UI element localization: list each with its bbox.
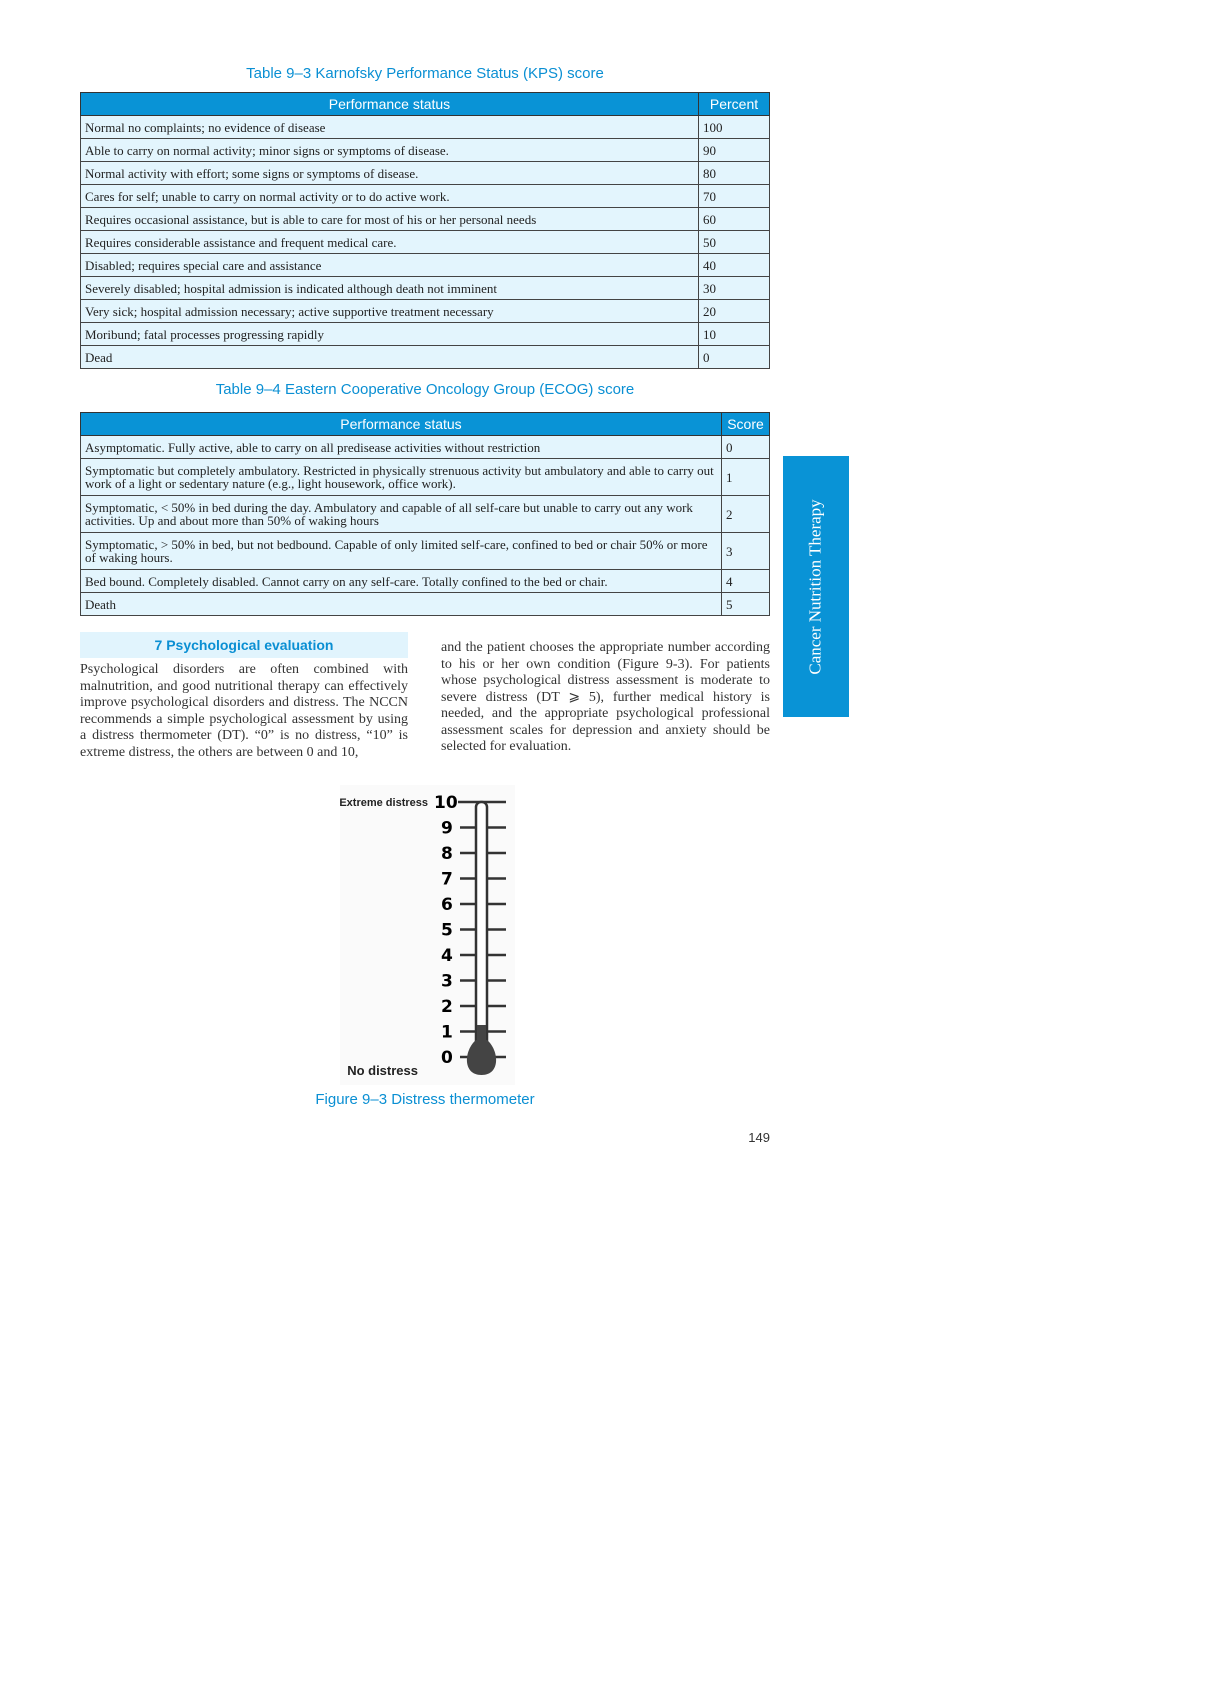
table-cell-status: Severely disabled; hospital admission is indicated although death not imminent — [81, 277, 699, 300]
table-cell-status: Bed bound. Completely disabled. Cannot carry on any self-care. Totally confined to the bed or chair. — [81, 570, 722, 593]
table-cell-status: Very sick; hospital admission necessary; active supportive treatment necessary — [81, 300, 699, 323]
thermometer-scale-label: 7 — [441, 869, 453, 890]
table-cell-status: Death — [81, 593, 722, 616]
table-row — [81, 496, 770, 533]
table-cell-value: 2 — [722, 496, 770, 533]
kps-table — [80, 92, 770, 369]
ecog-table — [80, 412, 770, 616]
thermometer-scale-label: 0 — [441, 1048, 453, 1068]
table-row — [81, 436, 770, 459]
table-cell-status: Normal activity with effort; some signs or symptoms of disease. — [81, 162, 699, 185]
thermometer-scale-label: 1 — [441, 1022, 453, 1043]
table-cell-value: 70 — [699, 185, 770, 208]
thermometer-scale-label: 6 — [441, 895, 453, 915]
kps-header-percent: Percent — [699, 93, 770, 116]
table-cell-value: 10 — [699, 323, 770, 346]
thermometer-scale-label: 5 — [441, 920, 453, 941]
table-row — [81, 570, 770, 593]
table-row — [81, 231, 770, 254]
table-cell-value: 3 — [722, 533, 770, 570]
table-row — [81, 300, 770, 323]
distress-thermometer — [300, 785, 550, 1090]
table-row — [81, 254, 770, 277]
table-row — [81, 346, 770, 369]
chapter-side-tab-label: Cancer Nutrition Therapy — [806, 498, 826, 675]
table-cell-value: 20 — [699, 300, 770, 323]
table-row — [81, 593, 770, 616]
table-row — [81, 277, 770, 300]
table-cell-value: 80 — [699, 162, 770, 185]
table-cell-status: Able to carry on normal activity; minor signs or symptoms of disease. — [81, 139, 699, 162]
table-cell-value: 60 — [699, 208, 770, 231]
chapter-side-tab — [783, 456, 849, 717]
thermometer-top-label: Extreme distress — [339, 797, 428, 809]
table-cell-status: Symptomatic but completely ambulatory. Restricted in physically strenuous activity but ambulatory and able to carry out work of a light or sedentary nature (e.g., light housework, office work). — [81, 459, 722, 496]
table-cell-value: 100 — [699, 116, 770, 139]
table-row — [81, 116, 770, 139]
thermometer-scale-label: 9 — [441, 818, 453, 839]
table-cell-value: 50 — [699, 231, 770, 254]
page-number: 149 — [748, 1130, 770, 1145]
table-cell-status: Cares for self; unable to carry on normal activity or to do active work. — [81, 185, 699, 208]
kps-header-status: Performance status — [81, 93, 699, 116]
table-cell-status: Disabled; requires special care and assistance — [81, 254, 699, 277]
table-cell-value: 30 — [699, 277, 770, 300]
figure-caption: Figure 9–3 Distress thermometer — [315, 1091, 535, 1108]
table-cell-status: Asymptomatic. Fully active, able to carry on all predisease activities without restriction — [81, 436, 722, 459]
section-heading: 7 Psychological evaluation — [80, 632, 408, 658]
table-cell-status: Dead — [81, 346, 699, 369]
table-row — [81, 533, 770, 570]
table-cell-status: Requires occasional assistance, but is able to care for most of his or her personal needs — [81, 208, 699, 231]
table-row — [81, 208, 770, 231]
table-cell-status: Symptomatic, > 50% in bed, but not bedbound. Capable of only limited self-care, confined to bed or chair 50% or more of waking hours. — [81, 533, 722, 570]
ecog-header-status: Performance status — [81, 413, 722, 436]
paragraph-left: Psychological disorders are often combined with malnutrition, and good nutritional therapy can effectively improve psychological disorders and distress. The NCCN recommends a simple psychological assessment by using a distress thermometer (DT). “0” is no distress, “10” is extreme distress, the others are between 0 and 10, — [80, 662, 408, 760]
table-row — [81, 162, 770, 185]
ecog-table-caption: Table 9–4 Eastern Cooperative Oncology Group (ECOG) score — [215, 381, 635, 398]
ecog-header-score: Score — [722, 413, 770, 436]
thermometer-scale-label: 10 — [434, 793, 458, 813]
table-cell-value: 4 — [722, 570, 770, 593]
table-row — [81, 185, 770, 208]
table-cell-value: 90 — [699, 139, 770, 162]
thermometer-bottom-label: No distress — [347, 1063, 418, 1078]
table-row — [81, 323, 770, 346]
table-cell-value: 0 — [699, 346, 770, 369]
table-row — [81, 139, 770, 162]
thermometer-scale-label: 8 — [441, 844, 453, 864]
thermometer-scale-label: 2 — [441, 997, 453, 1017]
table-cell-value: 0 — [722, 436, 770, 459]
thermometer-scale-label: 4 — [441, 946, 453, 966]
paragraph-right: and the patient chooses the appropriate number according to his or her own condition (Figure 9-3). For patients whose psychological distress assessment is moderate to severe distress (DT ⩾ 5), further medical history is needed, and the appropriate psychological professional assessment scales for depression and anxiety should be selected for evaluation. — [441, 640, 770, 754]
table-cell-value: 1 — [722, 459, 770, 496]
table-cell-status: Moribund; fatal processes progressing rapidly — [81, 323, 699, 346]
table-row — [81, 459, 770, 496]
table-cell-value: 40 — [699, 254, 770, 277]
kps-table-caption: Table 9–3 Karnofsky Performance Status (KPS) score — [246, 65, 604, 82]
table-cell-status: Requires considerable assistance and frequent medical care. — [81, 231, 699, 254]
table-cell-value: 5 — [722, 593, 770, 616]
table-cell-status: Normal no complaints; no evidence of disease — [81, 116, 699, 139]
table-cell-status: Symptomatic, < 50% in bed during the day. Ambulatory and capable of all self-care but unable to carry out any work activities. Up and about more than 50% of waking hours — [81, 496, 722, 533]
thermometer-tube — [476, 802, 487, 1057]
thermometer-scale-label: 3 — [441, 971, 453, 992]
